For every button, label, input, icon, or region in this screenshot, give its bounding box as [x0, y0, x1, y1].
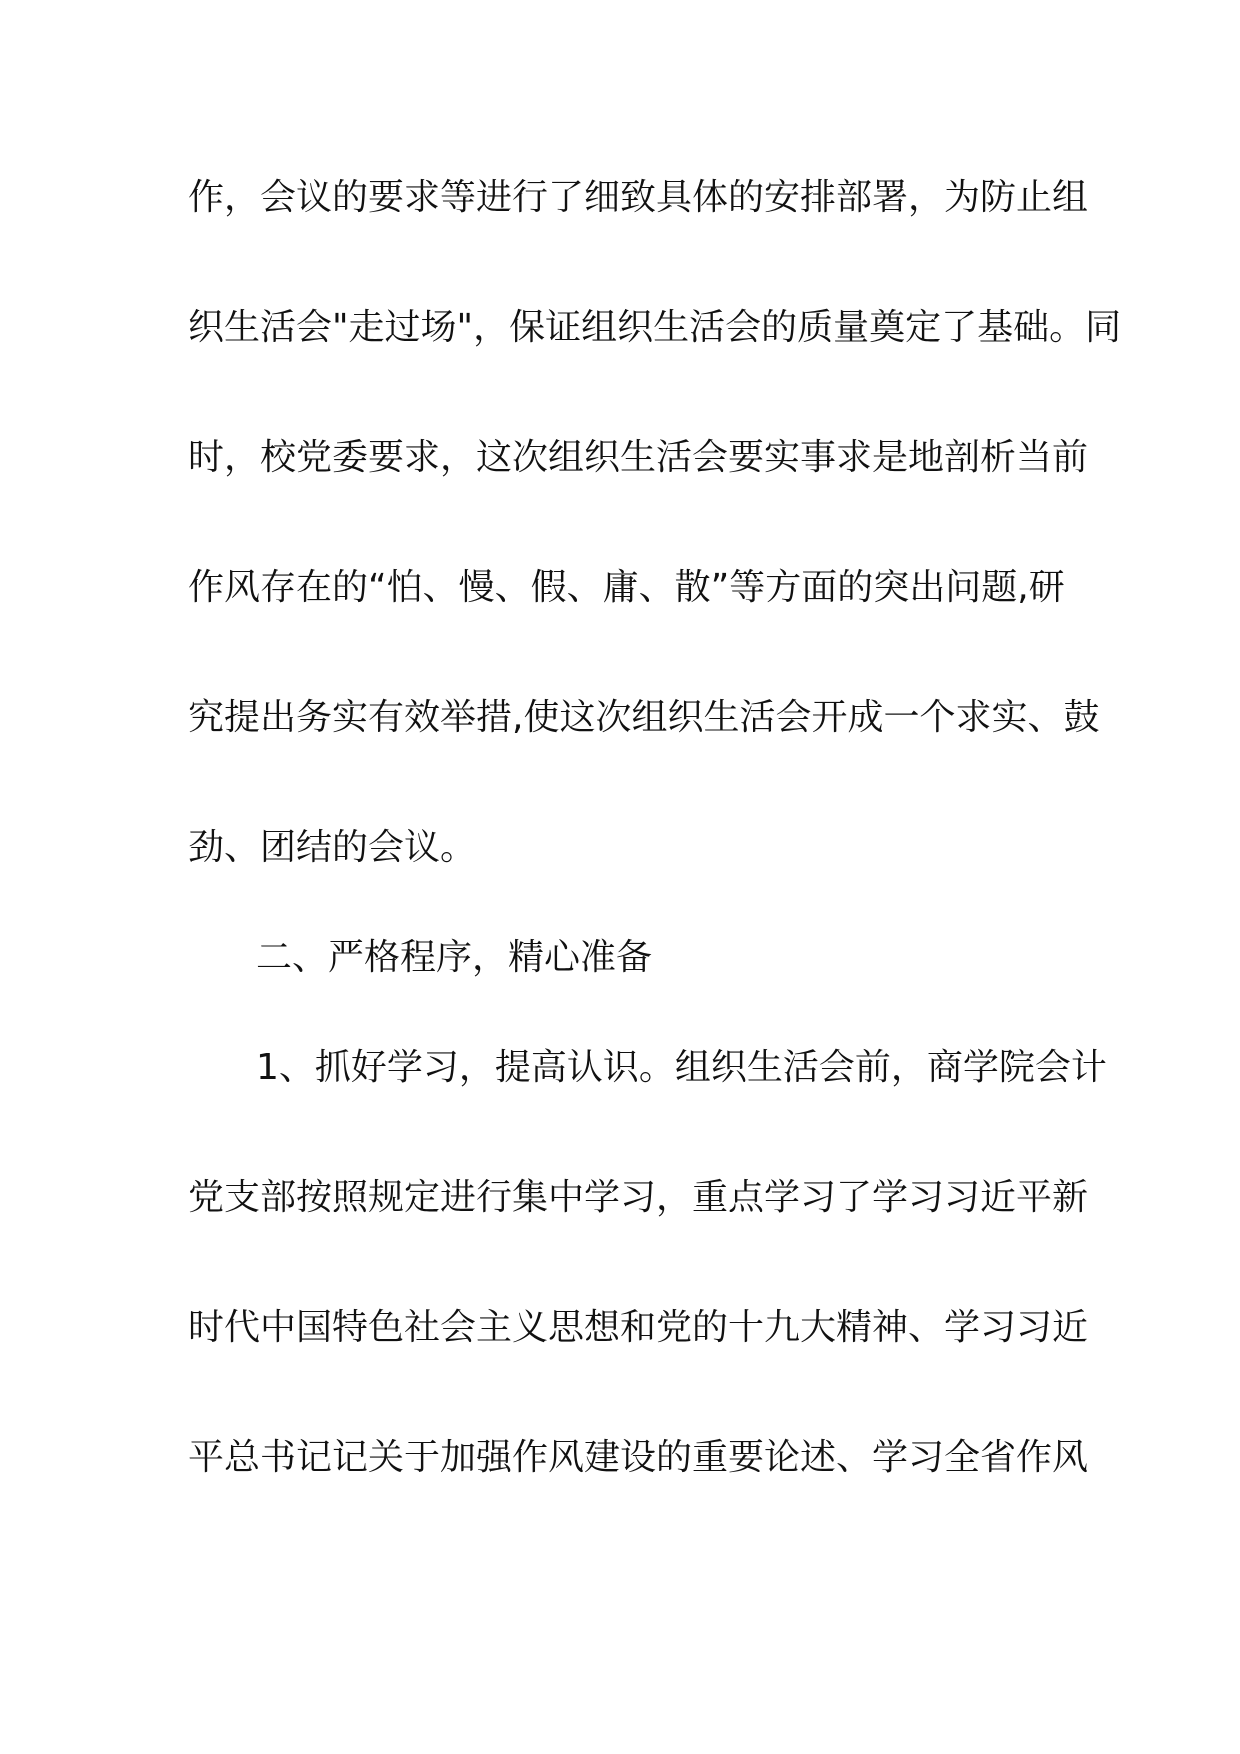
- body-text-line: 劲、团结的会议。: [188, 827, 477, 868]
- body-text-line: 作，会议的要求等进行了细致具体的安排部署，为防止组: [188, 177, 1089, 218]
- body-text-line: 究提出务实有效举措,使这次组织生活会开成一个求实、鼓: [188, 697, 1100, 738]
- paragraph-first-line: 1、抓好学习，提高认识。组织生活会前，商学院会计: [256, 1047, 1107, 1088]
- body-text-line: 平总书记记关于加强作风建设的重要论述、学习全省作风: [188, 1437, 1089, 1478]
- body-text-line: 织生活会"走过场"，保证组织生活会的质量奠定了基础。同: [188, 307, 1122, 348]
- body-text-line: 时代中国特色社会主义思想和党的十九大精神、学习习近: [188, 1307, 1089, 1348]
- section-heading: 二、严格程序，精心准备: [256, 937, 653, 978]
- body-text-line: 党支部按照规定进行集中学习，重点学习了学习习近平新: [188, 1177, 1089, 1218]
- body-text-line: 作风存在的“怕、慢、假、庸、散”等方面的突出问题,研: [188, 567, 1065, 608]
- body-text-line: 时，校党委要求，这次组织生活会要实事求是地剖析当前: [188, 437, 1089, 478]
